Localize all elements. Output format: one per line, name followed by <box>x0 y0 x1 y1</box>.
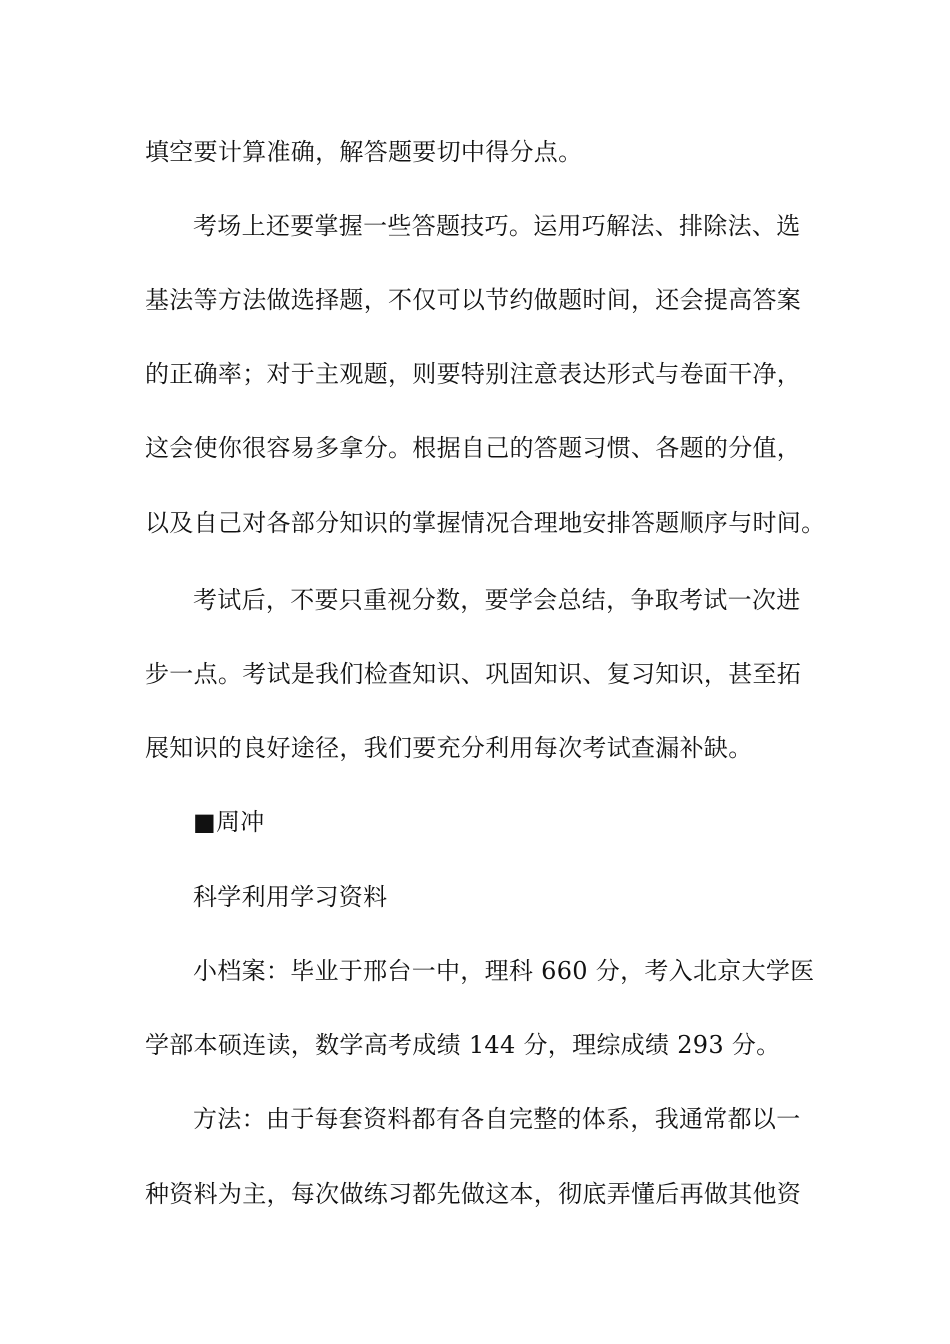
text-line: 步一点。考试是我们检查知识、巩固知识、复习知识，甚至拓 <box>145 660 802 688</box>
text-line: 小档案：毕业于邢台一中，理科 660 分，考入北京大学医 <box>193 957 815 985</box>
text-line: 这会使你很容易多拿分。根据自己的答题习惯、各题的分值， <box>145 434 802 462</box>
section-heading: 科学利用学习资料 <box>193 883 388 911</box>
text-line: 的正确率；对于主观题，则要特别注意表达形式与卷面干净， <box>145 360 802 388</box>
text-line: 考场上还要掌握一些答题技巧。运用巧解法、排除法、选 <box>193 212 801 240</box>
text-line: 考试后，不要只重视分数，要学会总结，争取考试一次进 <box>193 586 801 614</box>
text-line: 学部本硕连读，数学高考成绩 144 分，理综成绩 293 分。 <box>145 1031 781 1059</box>
text-line: 以及自己对各部分知识的掌握情况合理地安排答题顺序与时间。 <box>145 509 826 537</box>
text-line: 基法等方法做选择题，不仅可以节约做题时间，还会提高答案 <box>145 286 802 314</box>
text-line: 填空要计算准确，解答题要切中得分点。 <box>145 138 583 166</box>
text-line: 展知识的良好途径，我们要充分利用每次考试查漏补缺。 <box>145 734 753 762</box>
text-line: 方法：由于每套资料都有各自完整的体系，我通常都以一 <box>193 1105 801 1133</box>
text-line: 种资料为主，每次做练习都先做这本，彻底弄懂后再做其他资 <box>145 1180 802 1208</box>
author-heading: ■周冲 <box>193 808 265 836</box>
